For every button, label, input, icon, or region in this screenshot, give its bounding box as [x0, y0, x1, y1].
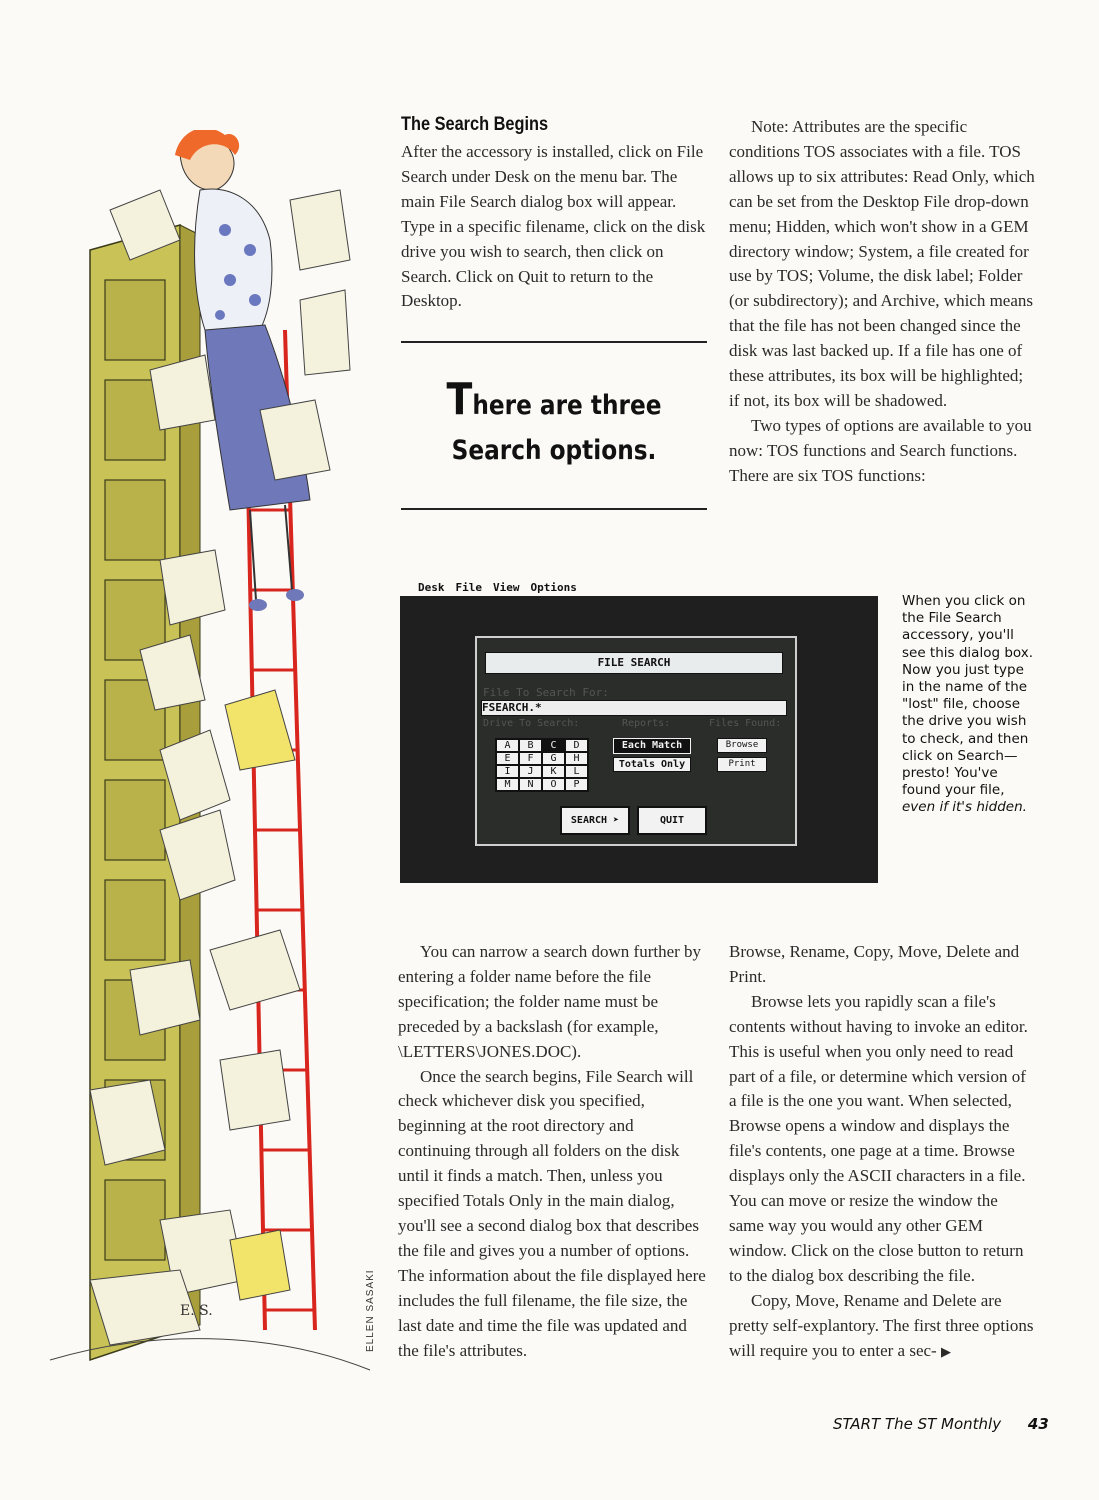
screenshot-caption	[902, 593, 1040, 817]
options-intro: Two types of options are available to you now: TOS functions and Search functions. There are six TOS functions:	[729, 415, 1032, 485]
drive-n[interactable]: N	[519, 778, 542, 791]
drive-a[interactable]: A	[496, 739, 519, 752]
illustration-signature: E. S.	[180, 1303, 213, 1319]
intro-paragraph	[401, 140, 707, 314]
search-process-paragraph: Once the search begins, File Search will check whichever disk you specified, beginning at the root directory and continuing through all folders on the disk until it finds a match. Then, unless you specified Totals Only in the main dialog, you'll see a second dialog box that describes the file and gives you a number of options. The information about the file displayed here includes the full filename, the file size, the last date and time the file was updated and the file's attributes.	[398, 1066, 706, 1360]
drive-c[interactable]: C	[542, 739, 565, 752]
filing-cabinet-ladder-drawing	[30, 130, 380, 1410]
print-button[interactable]: Print	[717, 757, 767, 772]
menu-desk[interactable]: Desk	[418, 581, 445, 594]
menu-file[interactable]: File	[455, 581, 482, 594]
filename-input[interactable]	[481, 700, 787, 716]
browse-button[interactable]: Browse	[717, 738, 767, 753]
caption-italic: even if it's hidden.	[902, 799, 1027, 816]
pullquote-top-rule	[401, 341, 707, 343]
intro-text: After the accessory is installed, click on File Search under Desk on the menu bar. The main File Search dialog box will appear. Type in a specific filename, click on the disk drive you wish to search, then click on Search. Click on Quit to return to the Desktop.	[401, 142, 706, 311]
search-label: SEARCH	[570, 815, 608, 826]
pullquote-drop-letter: T	[446, 374, 473, 425]
drive-label: Drive To Search:	[483, 718, 580, 729]
drive-g[interactable]: G	[542, 752, 565, 765]
pullquote-line-2: Search options.	[451, 435, 657, 466]
dialog-title: FILE SEARCH	[597, 656, 671, 669]
screenshot-menu-bar	[418, 581, 577, 594]
drive-i[interactable]: I	[496, 765, 519, 778]
filename-value: FSEARCH.*	[482, 701, 542, 714]
section-heading: The Search Begins	[401, 114, 549, 135]
each-match-button[interactable]: Each Match	[613, 738, 691, 754]
drive-grid	[495, 738, 589, 792]
browse-paragraph: Browse lets you rapidly scan a file's contents without having to invoke an editor. This is useful when you only need to read part of a file, or determine which version of a file is the one you want. When selected, Browse opens a window and displays the file's contents, one page at a time. Browse displays only the ASCII characters in a file. You can move or resize the window the same way you would any other GEM window. Click on the close button to return to the dialog box describing the file.	[729, 991, 1028, 1285]
search-button[interactable]	[560, 806, 630, 835]
illustration	[30, 130, 380, 1410]
file-search-label: File To Search For:	[483, 686, 609, 699]
drive-m[interactable]: M	[496, 778, 519, 791]
file-search-dialog	[475, 636, 797, 846]
dialog-title-bar	[485, 652, 783, 674]
mouse-pointer-icon: ➤	[607, 815, 620, 826]
continue-arrow-icon: ▶	[940, 1343, 951, 1359]
narrow-search-paragraph: You can narrow a search down further by entering a folder name before the file specification; the folder name must be preceded by a backslash (for example, \LETTERS\JONES.DOC).	[398, 942, 702, 1061]
files-found-label: Files Found:	[709, 718, 782, 729]
drive-b[interactable]: B	[519, 739, 542, 752]
drive-e[interactable]: E	[496, 752, 519, 765]
pullquote	[404, 374, 703, 473]
reports-label: Reports:	[622, 718, 671, 729]
copy-move-text: Copy, Move, Rename and Delete are pretty self-explantory. The first three options will require you to enter a sec-	[729, 1290, 1034, 1360]
menu-view[interactable]: View	[493, 581, 520, 594]
functions-list: Browse, Rename, Copy, Move, Delete and Print.	[729, 942, 1020, 986]
drive-p[interactable]: P	[565, 778, 588, 791]
page-number: 43	[1027, 1415, 1049, 1433]
attributes-note: Note: Attributes are the specific conditions TOS associates with a file. TOS allows up to six attributes: Read Only, which can be set from the Desktop File drop-down menu; Hidden, which won't show in a GEM directory window; System, a file created for use by TOS; Volume, the disk label; Folder (or subdirectory); and Archive, which means that the file has not been changed since the disk was last backed up. If a file has one of these attributes, its box will be highlighted; if not, its box will be shadowed.	[729, 117, 1035, 410]
copy-move-paragraph	[729, 1289, 1035, 1365]
search-details-column	[398, 940, 706, 1363]
quit-button[interactable]: QUIT	[637, 806, 707, 835]
drive-l[interactable]: L	[565, 765, 588, 778]
photo-credit: ELLEN SASAKI	[365, 1269, 376, 1352]
publication-name: START The ST Monthly	[833, 1415, 1002, 1433]
drive-f[interactable]: F	[519, 752, 542, 765]
drive-j[interactable]: J	[519, 765, 542, 778]
drive-h[interactable]: H	[565, 752, 588, 765]
pullquote-line-1: here are three	[472, 390, 662, 421]
screenshot	[400, 596, 878, 883]
drive-o[interactable]: O	[542, 778, 565, 791]
functions-column	[729, 940, 1035, 1364]
totals-only-button[interactable]: Totals Only	[613, 757, 691, 772]
attributes-column	[729, 115, 1035, 489]
drive-d[interactable]: D	[565, 739, 588, 752]
caption-text: When you click on the File Search accessory, you'll see this dialog box. Now you just type in the name of the "lost" file, choose the drive you wish to check, and then click on Search—presto! You've found your file,	[902, 593, 1034, 799]
pullquote-bottom-rule	[401, 508, 707, 510]
menu-options[interactable]: Options	[530, 581, 577, 594]
footer	[833, 1415, 1049, 1433]
drive-k[interactable]: K	[542, 765, 565, 778]
